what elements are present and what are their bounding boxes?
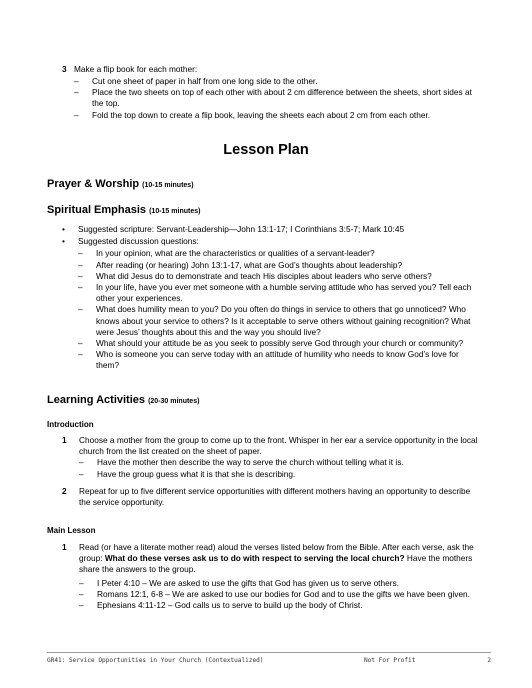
- heading-text: Prayer & Worship: [47, 178, 140, 190]
- item-question: What do these verses ask us to do with respect to serving the local church?: [104, 553, 405, 564]
- time-label: (10-15 minutes): [142, 182, 194, 189]
- question-item: – What did Jesus do to demonstrate and teach His disciples about leaders who serve others?: [78, 271, 482, 282]
- question-item: – What should your attitude be as you seek to possibly serve God through your church or community?: [78, 338, 482, 349]
- sub-item: – Have the group guess what it is that she is describing.: [79, 469, 482, 480]
- item-number: 2: [62, 485, 67, 496]
- sub-list: [79, 457, 482, 479]
- question-item: – In your life, have you ever met someone with a humble serving attitude who has served you? Tell each other your experiences.: [78, 282, 482, 304]
- sub-item: – Have the mother then describe the way to serve the church without telling what it is.: [79, 457, 482, 468]
- item-number: 1: [62, 542, 67, 552]
- question-item: – After reading (or hearing) John 13:1-17, what are God’s thoughts about leadership?: [78, 260, 482, 271]
- spiritual-emphasis-content: [62, 224, 482, 373]
- verse-item: – I Peter 4:10 – We are asked to use the gifts that God has given us to serve others.: [79, 578, 482, 589]
- spiritual-emphasis-heading: [47, 204, 200, 216]
- item-number: 1: [62, 435, 67, 445]
- item-text: Choose a mother from the group to come up to the front. Whisper in her ear a service opportunity in the local church from the list created on the sheet of paper.: [79, 435, 478, 457]
- item-text: Read (or have a literate mother read) aloud the verses listed below from the Bible. After each verse, ask the group:: [79, 542, 474, 564]
- footer-notice: Not For Profit: [364, 657, 416, 664]
- question-item: – In your opinion, what are the characteristics or qualities of a servant-leader?: [78, 248, 482, 259]
- question-item: – Who is someone you can serve today with an attitude of humility who needs to know God’s love for them?: [78, 349, 482, 371]
- list-item: – Place the two sheets on top of each other with about 2 cm difference between the sheets, short sides at the top.: [74, 87, 484, 109]
- item-text-end: Have the mothers share the answers to the group.: [79, 553, 473, 575]
- step-label: Make a flip book for each mother:: [74, 64, 198, 74]
- learning-activities-heading: [47, 394, 199, 406]
- verse-item: – Ephesians 4:11-12 – God calls us to serve to build up the body of Christ.: [79, 600, 482, 611]
- heading-text: Spiritual Emphasis: [47, 204, 147, 216]
- heading-text: Learning Activities: [47, 394, 146, 406]
- step-3-list: [74, 76, 484, 121]
- questions-list: [78, 248, 482, 371]
- introduction-list: [62, 435, 482, 508]
- scripture-item: • Suggested scripture: Servant-Leadership—John 13:1-17; I Corinthians 3:5-7; Mark 10:45: [62, 224, 482, 235]
- time-label: (20-30 minutes): [148, 398, 200, 405]
- list-item: [62, 542, 482, 611]
- time-label: (10-15 minutes): [149, 208, 201, 215]
- step-number: 3: [62, 64, 67, 74]
- verse-item: – Romans 12:1, 6-8 – We are asked to use our bodies for God and to use the gifts we have been given.: [79, 589, 482, 600]
- prayer-worship-heading: [47, 178, 194, 190]
- list-item: – Cut one sheet of paper in half from one long side to the other.: [74, 76, 484, 87]
- main-lesson-list: [62, 542, 482, 611]
- question-item: – What does humility mean to you? Do you often do things in service to others that go unnoticed? Who knows about your service to others? Is it acceptable to serve others without gaining recognition? What were Jesus’ thoughts about this and the way you should live?: [78, 304, 482, 338]
- list-item: [62, 486, 482, 508]
- lesson-plan-title: Lesson Plan: [223, 142, 309, 158]
- footer-title: GR41: Service Opportunities in Your Church (Contextualized): [47, 657, 264, 664]
- page-number: 2: [487, 657, 491, 664]
- page-footer: [47, 652, 491, 664]
- verses-list: [79, 578, 482, 612]
- list-item: – Fold the top down to create a flip book, leaving the sheets each about 2 cm from each other.: [74, 110, 484, 121]
- main-lesson-heading: Main Lesson: [47, 526, 96, 535]
- item-text: Repeat for up to five different service opportunities with different mothers having an opportunity to describe the service opportunity.: [79, 485, 471, 508]
- questions-label: Suggested discussion questions:: [78, 236, 199, 247]
- questions-item: [62, 236, 482, 371]
- introduction-heading: Introduction: [47, 420, 94, 429]
- list-item: [62, 435, 482, 480]
